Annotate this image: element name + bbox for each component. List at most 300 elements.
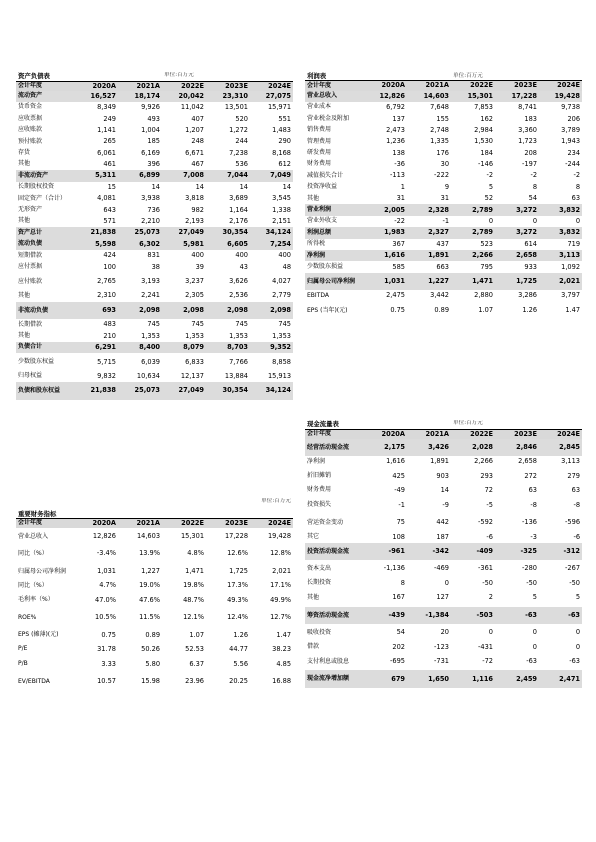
cell-value: 0 xyxy=(488,628,493,637)
cell-value: 6,833 xyxy=(185,357,204,366)
table-row xyxy=(305,456,582,467)
table-row xyxy=(16,563,293,581)
cell-value: 8,741 xyxy=(518,103,538,112)
cell-value: 47.0% xyxy=(95,595,116,604)
row-label: 其他 xyxy=(307,194,320,202)
table-row xyxy=(16,290,293,301)
cell-value: 2,305 xyxy=(185,291,204,300)
cell-value: 551 xyxy=(278,114,292,123)
table-row xyxy=(16,147,293,158)
cell-value: -50 xyxy=(482,578,493,587)
table-row xyxy=(305,531,582,542)
cell-value: 2,779 xyxy=(272,291,292,300)
row-label: 筹资活动现金流 xyxy=(305,607,363,625)
table-row xyxy=(305,496,582,514)
cell-value: 8,400 xyxy=(118,342,162,353)
cell-value: 3,113 xyxy=(539,250,582,261)
table-row xyxy=(16,125,293,136)
cell-value: 52.53 xyxy=(185,645,205,654)
table-title: 资产负债表 xyxy=(18,72,50,80)
column-header-year: 2020A xyxy=(363,81,407,91)
cell-value: -244 xyxy=(565,160,581,169)
cell-value: 7,648 xyxy=(430,103,450,112)
cell-value: -342 xyxy=(407,543,451,561)
row-label: 应收票据 xyxy=(18,114,43,122)
cell-value: -1,136 xyxy=(383,564,405,573)
table-row xyxy=(305,227,582,238)
cell-value: 54 xyxy=(528,194,538,203)
cell-value: -409 xyxy=(451,543,495,561)
cell-value: 0 xyxy=(532,217,538,226)
cell-value: 63 xyxy=(571,486,581,495)
column-header-year: 2022E xyxy=(451,81,495,91)
cell-value: 2,193 xyxy=(185,217,204,226)
column-header-year: 2020A xyxy=(74,81,118,91)
table-row xyxy=(305,261,582,272)
row-label: 负债合计 xyxy=(16,342,74,353)
cell-value: 2,846 xyxy=(495,439,539,457)
row-label: ROE% xyxy=(18,613,37,621)
cell-value: 2,473 xyxy=(386,125,405,134)
table-row xyxy=(16,159,293,170)
cell-value: -6 xyxy=(573,532,581,541)
row-label: 无形资产 xyxy=(18,205,43,213)
cell-value: 8 xyxy=(575,182,581,191)
cash-flow-table xyxy=(305,420,582,688)
cell-value: 17,228 xyxy=(224,531,249,540)
cell-value: 614 xyxy=(524,239,538,248)
cell-value: 248 xyxy=(191,137,204,146)
cell-value: 7,008 xyxy=(162,170,206,181)
cell-value: 0 xyxy=(532,628,537,637)
cell-value: 1,616 xyxy=(386,457,405,466)
cell-value: -6 xyxy=(486,532,493,541)
table-row xyxy=(305,589,582,607)
balance-sheet-table xyxy=(16,72,293,400)
cell-value: 127 xyxy=(436,593,449,602)
cell-value: 1,227 xyxy=(407,273,451,291)
cell-value: 206 xyxy=(567,114,581,123)
cell-value: 2,658 xyxy=(495,250,539,261)
cell-value: 208 xyxy=(524,148,538,157)
cell-value: 437 xyxy=(436,239,450,248)
cell-value: 1 xyxy=(400,182,405,191)
cell-value: -222 xyxy=(434,171,450,180)
table-title: 重要财务指标 xyxy=(18,509,57,518)
cell-value: 2,151 xyxy=(272,217,292,226)
cell-value: 31 xyxy=(440,194,450,203)
cell-value: 63 xyxy=(571,194,581,203)
row-label: 应收账款 xyxy=(18,126,43,134)
cell-value: -1 xyxy=(398,500,405,509)
cell-value: 2,310 xyxy=(97,291,116,300)
cell-value: 396 xyxy=(147,160,160,169)
cell-value: 9,832 xyxy=(97,372,116,381)
cell-value: 13.9% xyxy=(139,549,161,558)
cell-value: 14 xyxy=(195,182,204,191)
cell-value: 2,098 xyxy=(206,302,250,320)
cell-value: -1 xyxy=(442,217,450,226)
cell-value: 176 xyxy=(436,148,450,157)
table-row xyxy=(16,591,293,609)
cell-value: 167 xyxy=(392,593,405,602)
cell-value: -731 xyxy=(434,657,449,666)
cell-value: 0.75 xyxy=(101,630,116,639)
cell-value: 2,536 xyxy=(229,291,248,300)
row-label: EPS (摊薄)(元) xyxy=(18,631,59,639)
cell-value: 2,241 xyxy=(141,291,160,300)
cell-value: 48 xyxy=(282,262,292,271)
table-row xyxy=(305,273,582,291)
cell-value: 2,880 xyxy=(474,291,494,300)
cell-value: 536 xyxy=(235,160,248,169)
cell-value: -72 xyxy=(482,657,493,666)
cell-value: 3,818 xyxy=(185,194,204,203)
cell-value: 25,073 xyxy=(118,227,162,238)
table-row xyxy=(305,182,582,193)
cell-value: 6,302 xyxy=(118,239,162,250)
cell-value: 2,098 xyxy=(118,302,162,320)
cell-value: 831 xyxy=(147,251,160,260)
table-row xyxy=(305,624,582,642)
cell-value: 7,254 xyxy=(250,239,293,250)
cell-value: 1.26 xyxy=(233,630,249,639)
table-unit: 单位:百万元 xyxy=(453,72,483,79)
cell-value: 3,626 xyxy=(229,277,248,286)
cell-value: -695 xyxy=(390,657,405,666)
cell-value: 155 xyxy=(436,114,450,123)
column-header-year: 2021A xyxy=(118,518,162,528)
cell-value: 15,301 xyxy=(451,91,495,102)
cell-value: 3,272 xyxy=(495,227,539,238)
cell-value: 0 xyxy=(575,217,581,226)
table-row xyxy=(305,250,582,261)
cell-value: 693 xyxy=(74,302,118,320)
table-row xyxy=(16,261,293,272)
cell-value: 162 xyxy=(480,114,494,123)
table-row xyxy=(16,216,293,227)
cell-value: 202 xyxy=(392,642,405,651)
cell-value: 1,725 xyxy=(229,566,249,575)
row-label: 非流动资产 xyxy=(16,170,74,181)
table-row xyxy=(305,543,582,561)
cell-value: 6,169 xyxy=(141,148,160,157)
cell-value: 795 xyxy=(480,262,494,271)
cell-value: -8 xyxy=(530,500,537,509)
row-label: 利润总额 xyxy=(305,227,363,238)
cell-value: 643 xyxy=(103,205,116,214)
cell-value: 6,792 xyxy=(386,103,405,112)
cell-value: -3.4% xyxy=(96,549,116,558)
cell-value: 520 xyxy=(235,114,248,123)
cell-value: 11,042 xyxy=(180,103,204,112)
cell-value: -361 xyxy=(478,564,493,573)
table-row xyxy=(16,545,293,563)
cell-value: 1,353 xyxy=(141,331,160,340)
row-label: 同比（%） xyxy=(18,550,48,557)
cell-value: 2,021 xyxy=(272,566,292,575)
cell-value: 15 xyxy=(107,182,116,191)
column-header-label: 会计年度 xyxy=(305,81,363,91)
table-row xyxy=(16,353,293,371)
cell-value: 17.3% xyxy=(227,581,249,590)
cell-value: 3,938 xyxy=(141,194,160,203)
table-row xyxy=(305,113,582,124)
cell-value: 1,353 xyxy=(229,331,248,340)
column-header-year: 2023E xyxy=(206,518,250,528)
cell-value: 30,354 xyxy=(206,382,250,400)
cell-value: -267 xyxy=(565,564,581,573)
cell-value: 2 xyxy=(488,593,493,602)
cell-value: 3,789 xyxy=(561,125,581,134)
cell-value: 1,891 xyxy=(407,250,451,261)
cell-value: 290 xyxy=(278,137,292,146)
cell-value: -2 xyxy=(573,171,581,180)
cell-value: 2,789 xyxy=(451,204,495,215)
cell-value: 187 xyxy=(436,532,449,541)
cell-value: 6,061 xyxy=(97,148,116,157)
cell-value: 14 xyxy=(151,182,160,191)
row-label: 净利润 xyxy=(305,250,363,261)
row-label: 营业总收入 xyxy=(18,532,49,540)
column-header-label: 会计年度 xyxy=(16,518,74,528)
cell-value: 185 xyxy=(147,137,160,146)
cell-value: -503 xyxy=(451,607,495,625)
row-label: 吸收投资 xyxy=(307,629,332,637)
row-label: 营业外收支 xyxy=(307,217,338,225)
cell-value: 183 xyxy=(524,114,538,123)
cell-value: 5.80 xyxy=(145,659,161,668)
cell-value: 23.96 xyxy=(185,677,205,686)
table-row xyxy=(305,467,582,485)
table-row xyxy=(16,331,293,342)
table-row xyxy=(305,485,582,496)
cell-value: 50.26 xyxy=(141,645,161,654)
column-header-label: 会计年度 xyxy=(305,429,363,439)
cell-value: 1,004 xyxy=(141,125,160,134)
cell-value: -136 xyxy=(522,518,537,527)
table-row xyxy=(305,193,582,204)
table-row xyxy=(305,607,582,625)
column-header-year: 2020A xyxy=(363,429,407,439)
cell-value: 108 xyxy=(392,532,405,541)
cell-value: 745 xyxy=(235,320,248,329)
table-unit: 单位:百万元 xyxy=(164,72,194,79)
cell-value: 279 xyxy=(567,471,581,480)
cell-value: 571 xyxy=(103,217,116,226)
cell-value: 719 xyxy=(567,239,581,248)
table-row xyxy=(305,290,582,301)
cell-value: 5,598 xyxy=(74,239,118,250)
table-row xyxy=(305,125,582,136)
row-label: 其他 xyxy=(18,332,31,340)
cell-value: 8,079 xyxy=(162,342,206,353)
cell-value: 982 xyxy=(191,205,204,214)
cell-value: 12,826 xyxy=(92,531,116,540)
table-row xyxy=(305,439,582,457)
cell-value: 4,081 xyxy=(97,194,116,203)
cell-value: 1.47 xyxy=(565,305,581,314)
cell-value: 4.7% xyxy=(99,581,116,590)
cell-value: -596 xyxy=(565,518,581,527)
cell-value: 49.3% xyxy=(227,595,249,604)
cell-value: 1,031 xyxy=(363,273,407,291)
cell-value: 30 xyxy=(440,160,450,169)
column-header-year: 2021A xyxy=(118,81,162,91)
cell-value: 736 xyxy=(147,205,160,214)
cell-value: 7,044 xyxy=(206,170,250,181)
row-label: 归母权益 xyxy=(18,372,43,380)
cell-value: 39 xyxy=(195,262,204,271)
cell-value: 44.77 xyxy=(229,645,249,654)
cell-value: 19.0% xyxy=(139,581,161,590)
row-label: EPS (当年)(元) xyxy=(307,306,348,314)
cell-value: 1,207 xyxy=(185,125,204,134)
cell-value: 400 xyxy=(191,251,204,260)
row-label: 营业税金及附加 xyxy=(307,114,350,122)
row-label: 所得税 xyxy=(307,240,326,248)
cell-value: 54 xyxy=(396,628,405,637)
row-label: 销售费用 xyxy=(307,126,332,134)
cell-value: 1,164 xyxy=(229,205,248,214)
cell-value: -146 xyxy=(478,160,494,169)
cell-value: 6,671 xyxy=(185,148,204,157)
cell-value: 7,766 xyxy=(229,357,248,366)
cell-value: 3,286 xyxy=(518,291,538,300)
table-row xyxy=(305,302,582,320)
cell-value: 12.4% xyxy=(227,613,249,622)
table-row xyxy=(16,371,293,382)
table-title: 现金流量表 xyxy=(307,420,339,428)
table-row xyxy=(16,239,293,250)
row-label: 投资损失 xyxy=(307,501,332,509)
table-row xyxy=(305,102,582,113)
row-label: 现金流净增加额 xyxy=(305,670,363,688)
cell-value: 467 xyxy=(191,160,204,169)
row-label: 支付利息或股息 xyxy=(307,657,350,665)
row-label: 固定资产（合计） xyxy=(18,194,67,202)
cell-value: 31 xyxy=(396,194,405,203)
cell-value: -592 xyxy=(478,518,493,527)
row-label: 营业成本 xyxy=(307,103,332,111)
cell-value: 523 xyxy=(480,239,494,248)
row-label: 研发费用 xyxy=(307,149,332,156)
table-row xyxy=(16,342,293,353)
cell-value: 17.1% xyxy=(270,581,292,590)
cell-value: 4,027 xyxy=(272,277,292,286)
cell-value: 10.5% xyxy=(95,613,116,622)
cell-value: -280 xyxy=(522,564,537,573)
cell-value: -123 xyxy=(434,642,449,651)
cell-value: 2,984 xyxy=(474,125,494,134)
cell-value: 1,483 xyxy=(272,125,292,134)
cell-value: 210 xyxy=(103,331,116,340)
cell-value: 1,723 xyxy=(518,137,538,146)
cell-value: 903 xyxy=(436,471,449,480)
cell-value: 2,765 xyxy=(97,277,116,286)
cell-value: 38.23 xyxy=(272,645,292,654)
cell-value: 2,475 xyxy=(386,291,405,300)
table-row xyxy=(16,227,293,238)
cell-value: 10,634 xyxy=(136,372,160,381)
cell-value: 0.75 xyxy=(390,305,405,314)
row-label: 存货 xyxy=(18,149,31,156)
table-row xyxy=(16,319,293,330)
cell-value: 1,141 xyxy=(97,125,116,134)
row-label: 投资活动现金流 xyxy=(305,543,363,561)
cell-value: 2,098 xyxy=(162,302,206,320)
cell-value: 9 xyxy=(444,182,450,191)
row-label: 长期借款 xyxy=(18,320,43,328)
cell-value: 72 xyxy=(484,486,493,495)
cell-value: 27,049 xyxy=(162,382,206,400)
cell-value: 244 xyxy=(235,137,248,146)
cell-value: 21,838 xyxy=(74,227,118,238)
cell-value: 5 xyxy=(488,182,494,191)
cell-value: 43 xyxy=(239,262,248,271)
cell-value: 2,658 xyxy=(518,457,537,466)
cell-value: 0 xyxy=(444,578,449,587)
column-header-year: 2022E xyxy=(162,81,206,91)
cell-value: 6,291 xyxy=(74,342,118,353)
cell-value: 2,176 xyxy=(229,217,248,226)
table-row xyxy=(16,302,293,320)
cell-value: 19,428 xyxy=(539,91,582,102)
table-row xyxy=(16,609,293,627)
cell-value: 3,360 xyxy=(518,125,538,134)
cell-value: 745 xyxy=(278,320,292,329)
row-label: 货币资金 xyxy=(18,103,43,111)
table-row xyxy=(305,159,582,170)
table-row xyxy=(16,382,293,400)
cell-value: 1,236 xyxy=(386,137,405,146)
cell-value: -8 xyxy=(573,500,581,509)
row-label: 管理费用 xyxy=(307,137,332,145)
cell-value: 1,725 xyxy=(495,273,539,291)
table-row xyxy=(16,644,293,655)
column-header-year: 2022E xyxy=(162,518,206,528)
table-row xyxy=(16,193,293,204)
cell-value: 2,005 xyxy=(363,204,407,215)
cell-value: 933 xyxy=(524,262,538,271)
cell-value: 234 xyxy=(567,148,581,157)
cell-value: 15,913 xyxy=(267,372,292,381)
row-label: 财务费用 xyxy=(307,486,332,494)
table-row xyxy=(16,113,293,124)
cell-value: 2,266 xyxy=(474,457,493,466)
cell-value: 5.56 xyxy=(233,659,249,668)
row-label: 归属母公司净利润 xyxy=(18,567,67,575)
cell-value: 2,459 xyxy=(495,670,539,688)
row-label: 营运资金变动 xyxy=(307,518,344,526)
table-row xyxy=(305,170,582,181)
cell-value: -50 xyxy=(569,578,581,587)
cell-value: 8,703 xyxy=(206,342,250,353)
cell-value: 8,349 xyxy=(97,103,116,112)
table-row xyxy=(16,136,293,147)
cell-value: -312 xyxy=(539,543,582,561)
cell-value: -9 xyxy=(442,500,449,509)
cell-value: 1,943 xyxy=(561,137,581,146)
row-label: 经营活动现金流 xyxy=(305,439,363,457)
cell-value: 2,748 xyxy=(430,125,450,134)
cell-value: 1,335 xyxy=(430,137,450,146)
cell-value: 14 xyxy=(282,182,292,191)
cell-value: 1,616 xyxy=(363,250,407,261)
cell-value: 1,471 xyxy=(451,273,495,291)
row-label: 流动负债 xyxy=(16,239,74,250)
row-label: 同比（%） xyxy=(18,581,48,589)
